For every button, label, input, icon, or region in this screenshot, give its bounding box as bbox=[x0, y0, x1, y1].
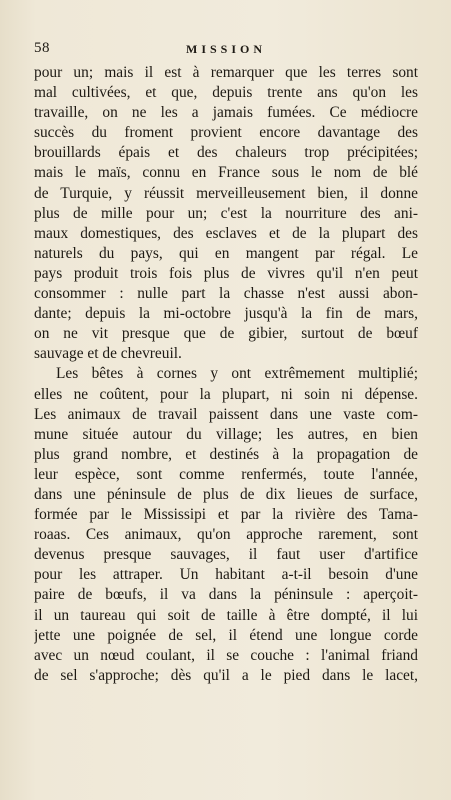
text-line: pays produit trois fois plus de vivres qu'il n'en peut bbox=[34, 264, 418, 282]
text-line: mune située autour du village; les autres, en bien bbox=[34, 425, 418, 443]
text-line: devenus presque sauvages, il faut user d'artifice bbox=[34, 546, 418, 564]
paragraph-start-line: Les bêtes à cornes y ont extrêmement multiplié; bbox=[56, 365, 418, 383]
text-line: de Turquie, y réussit merveilleusement bien, il donne bbox=[34, 184, 418, 202]
paragraph-end-line: sauvage et de chevreuil. bbox=[34, 345, 182, 363]
text-line: leur espèce, sont comme renfermés, toute l'année, bbox=[34, 465, 418, 483]
text-line: il un taureau qui soit de taille à être dompté, il lui bbox=[34, 606, 418, 624]
page-number: 58 bbox=[34, 40, 50, 56]
text-line: de sel s'approche; dès qu'il a le pied dans le lacet, bbox=[34, 666, 418, 684]
text-line: roaas. Ces animaux, qu'on approche rarement, sont bbox=[34, 526, 418, 544]
text-line: paire de bœufs, il va dans la péninsule : aperçoit- bbox=[34, 586, 418, 604]
running-title: MISSION bbox=[186, 42, 267, 56]
text-line: naturels du pays, qui en mangent par régal. Le bbox=[34, 244, 418, 262]
text-line: mais le maïs, connu en France sous le nom de blé bbox=[34, 164, 418, 182]
text-line: consommer : nulle part la chasse n'est aussi abon- bbox=[34, 285, 418, 303]
text-line: formée par le Mississipi et par la rivière des Tama- bbox=[34, 506, 418, 524]
text-line: brouillards épais et des chaleurs trop précipitées; bbox=[34, 144, 418, 162]
text-line: on ne vit presque que de gibier, surtout de bœuf bbox=[34, 325, 418, 343]
text-line: travaille, on ne les a jamais fumées. Ce médiocre bbox=[34, 104, 418, 122]
text-line: mal cultivées, et que, depuis trente ans qu'on les bbox=[34, 84, 418, 102]
text-line: Les animaux de travail paissent dans une vaste com- bbox=[34, 405, 418, 423]
text-line: pour les attraper. Un habitant a-t-il besoin d'une bbox=[34, 566, 418, 584]
text-line: dans une péninsule de plus de dix lieues de surface, bbox=[34, 485, 418, 503]
text-line: jette une poignée de sel, il étend une longue corde bbox=[34, 626, 418, 644]
text-line: pour un; mais il est à remarquer que les terres sont bbox=[34, 64, 418, 81]
text-line: elles ne coûtent, pour la plupart, ni soin ni dépense. bbox=[34, 385, 418, 403]
text-line: plus de mille pour un; c'est la nourriture des ani- bbox=[34, 204, 418, 222]
text-line: avec un nœud coulant, il se couche : l'animal friand bbox=[34, 646, 418, 664]
text-line: succès du froment provient encore davantage des bbox=[34, 124, 418, 142]
text-line: dante; depuis la mi-octobre jusqu'à la fin de mars, bbox=[34, 305, 418, 323]
body-text bbox=[34, 63, 418, 686]
text-line: plus grand nombre, et destinés à la propagation de bbox=[34, 445, 418, 463]
text-line: maux domestiques, des esclaves et de la plupart des bbox=[34, 224, 418, 242]
